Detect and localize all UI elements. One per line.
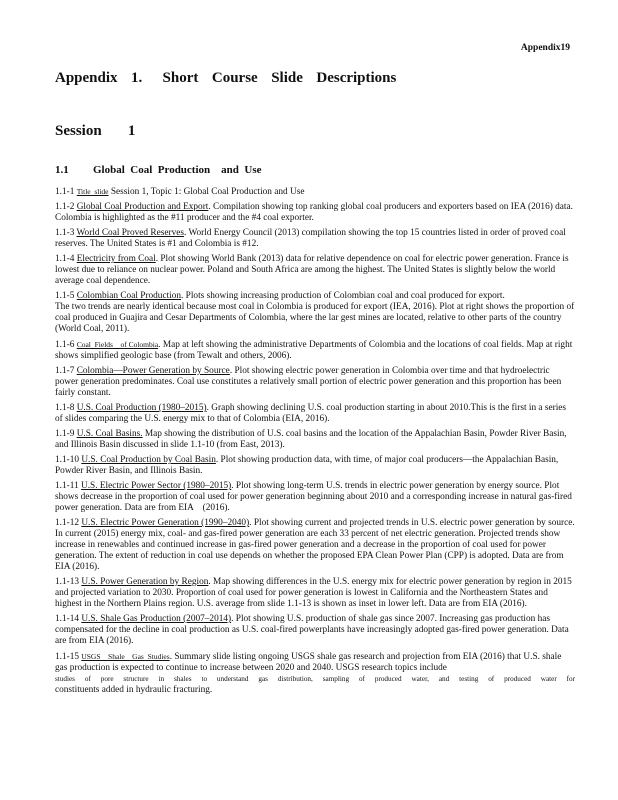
slide-entry xyxy=(55,614,575,647)
slide-entry xyxy=(55,518,578,573)
slide-number: 1.1-14 xyxy=(55,614,80,624)
section-heading xyxy=(55,164,262,176)
slide-number: 1.1-13 xyxy=(55,577,80,587)
slide-title-link[interactable]: Title slide xyxy=(76,187,109,196)
slide-description: . Map at left showing the administrative Departments of Colombia and the locations of coal fields. Map at right shows simplified geologic base (from Tewalt and others, 2006). xyxy=(55,340,575,361)
slide-number: 1.1-6 xyxy=(55,340,75,350)
slide-description: The two trends are nearly identical because most coal in Colombia is produced for export (IEA, 2016). Plot at right shows the proportion of coal produced in Guajira and Cesar Departments of Colombia, where the lar gest mines are located, relative to other parts of the country (World Coal, 2011). xyxy=(55,302,577,334)
slide-number: 1.1-10 xyxy=(55,455,80,465)
slide-title-link[interactable]: Electricity from Coal xyxy=(76,254,156,264)
running-head: Appendix19 xyxy=(520,43,570,53)
slide-description: . Summary slide listing ongoing USGS shale gas research and projection from EIA (2016) that U.S. shale gas production is expected to continue to increase between 2020 and 2040. USGS research topics include xyxy=(55,652,564,673)
slide-number: 1.1-4 xyxy=(55,254,75,264)
slide-number: 1.1-1 xyxy=(55,187,75,197)
slide-number: 1.1-7 xyxy=(55,366,75,376)
slide-description: . Compilation showing top ranking global coal producers and exporters based on IEA (2016) data. Colombia is highlighted as the #11 producer and the #4 coal exporter. xyxy=(55,202,576,223)
slide-description: . Plots showing increasing production of Colombian coal and coal produced for export. xyxy=(181,291,505,301)
slide-title-link[interactable]: World Coal Proved Reserves xyxy=(76,228,184,238)
slide-entry xyxy=(55,429,575,451)
slide-entry xyxy=(55,651,575,696)
slide-title-link[interactable]: U.S. Coal Production (1980–2015) xyxy=(76,403,207,413)
slide-entry xyxy=(55,254,575,287)
slide-title-link[interactable]: U.S. Shale Gas Production (2007–2014) xyxy=(81,614,232,624)
slide-description-tail: constituents added in hydraulic fracturing. xyxy=(55,685,213,695)
slide-number: 1.1-15 xyxy=(55,652,80,662)
slide-description: . Plot showing electric power generation in Colombia over time and that hydroelectric power generation predominates. Coal use constitutes a relatively small portion of electric power generation and this proportion has been fairly constant. xyxy=(55,366,564,398)
slide-title-link[interactable]: Coal Fields of Colombia xyxy=(76,340,159,349)
slide-entry xyxy=(55,228,575,250)
appendix-title: Appendix 1. Short Course Slide Descriptions xyxy=(55,70,397,86)
slide-number: 1.1-12 xyxy=(55,518,80,528)
slide-entry xyxy=(55,403,575,425)
slide-entry xyxy=(55,366,575,399)
session-title: Session 1 xyxy=(55,123,136,139)
slide-description: . Plot showing long-term U.S. trends in electric power generation by energy source. Plot shows decrease in the proportion of coal used for power generation beginning about 2010 and a corresponding increase in natural gas-fired power generation. Data are from EIA (2016). xyxy=(55,481,575,513)
slide-title-link[interactable]: U.S. Electric Power Generation (1990–2040) xyxy=(81,518,250,528)
slide-entry xyxy=(55,577,575,610)
slide-title-link[interactable]: Colombian Coal Production xyxy=(76,291,182,301)
slide-title-link[interactable]: U.S. Electric Power Sector (1980–2015) xyxy=(81,481,232,491)
slide-description: . Plot showing World Bank (2013) data for relative dependence on coal for electric power generation. France is lowest due to reliance on nuclear power. Poland and South Africa are among the highest. The United States is slightly below the world average coal dependence. xyxy=(55,254,571,286)
slide-entry xyxy=(55,186,575,198)
slide-number: 1.1-8 xyxy=(55,403,75,413)
section-number: 1.1 xyxy=(55,164,69,176)
slide-number: 1.1-5 xyxy=(55,291,75,301)
slide-description-list xyxy=(55,186,578,700)
slide-description: . Map showing differences in the U.S. energy mix for electric power generation by region in 2015 and projected variation to 2030. Proportion of coal used for power generation is lowest in California and the Northeastern States and highest in the Northern Plains region. U.S. average from slide 1.1-13 is shown as inset in lower left. Data are from EIA (2016). xyxy=(55,577,575,609)
slide-title-link[interactable]: U.S. Coal Basins. xyxy=(76,429,143,439)
slide-description: Map showing the distribution of U.S. coal basins and the location of the Appalachian Basin, Powder River Basin, and Illinois Basin discussed in slide 1.1-10 (from East, 2013). xyxy=(55,429,569,450)
slide-title-link[interactable]: Global Coal Production and Export xyxy=(76,202,209,212)
slide-number: 1.1-2 xyxy=(55,202,75,212)
slide-description-justified-line: studies of pore structure in shales to understand gas distribution, sampling of produced water, and testing of produced water for xyxy=(55,675,575,683)
slide-title-link[interactable]: U.S. Coal Production by Coal Basin xyxy=(81,455,216,465)
slide-number: 1.1-9 xyxy=(55,429,75,439)
slide-number: 1.1-11 xyxy=(55,481,79,491)
slide-description: Session 1, Topic 1: Global Coal Production and Use xyxy=(108,187,305,197)
slide-description: . Plot showing U.S. production of shale gas since 2007. Increasing gas production has compensated for the decline in coal production as U.S. coal-fired powerplants have increasingly adopted gas-fired power generation. Data are from EIA (2016). xyxy=(55,614,572,646)
slide-description: . World Energy Council (2013) compilation showing the top 15 countries listed in order of proved coal reserves. The United States is #1 and Colombia is #12. xyxy=(55,228,569,249)
slide-title-link[interactable]: Colombia—Power Generation by Source xyxy=(76,366,230,376)
slide-entry xyxy=(55,455,575,477)
slide-title-link[interactable]: U.S. Power Generation by Region xyxy=(81,577,209,587)
slide-description: . Plot showing production data, with time, of major coal producers—the Appalachian Basin, Powder River Basin, and Illinois Basin. xyxy=(55,455,561,476)
section-title-text: Global Coal Production and Use xyxy=(93,164,262,176)
slide-description: . Plot showing current and projected trends in U.S. electric power generation by source. In current (2015) energy mix, coal- and gas-fired power generation are each 33 percent of net electric generation. Projected trends show increase in renewables and continued increase in gas-fired power generation and a decrease in the proportion of coal used for power generation. The extent of reduction in coal use depends on whether the proposed EPA Clean Power Plan (CPP) is adopted. Data are from EIA (2016). xyxy=(55,518,578,572)
slide-entry xyxy=(55,481,575,514)
slide-number: 1.1-3 xyxy=(55,228,75,238)
slide-title-link[interactable]: USGS Shale Gas Studies xyxy=(81,652,170,661)
slide-entry xyxy=(55,339,575,362)
slide-description: . Graph showing declining U.S. coal production starting in about 2010.This is the first in a series of slides comparing the U.S. energy mix to that of Colombia (EIA, 2016). xyxy=(55,403,569,424)
slide-entry xyxy=(55,291,575,335)
slide-entry xyxy=(55,202,575,224)
